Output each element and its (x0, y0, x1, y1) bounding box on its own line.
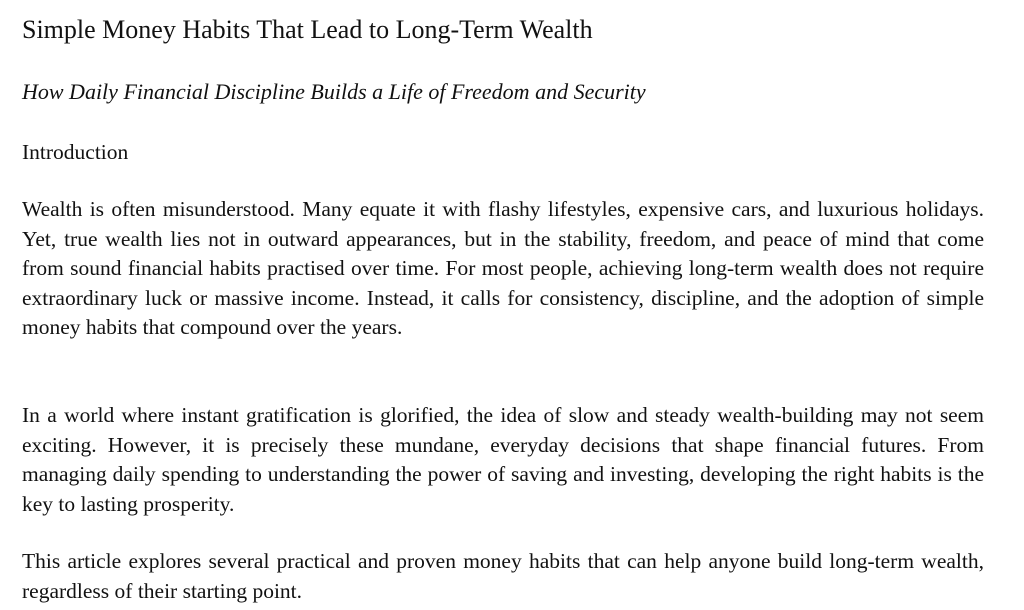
section-heading-introduction: Introduction (22, 140, 129, 164)
paragraph-1: Wealth is often misunderstood. Many equate it with flashy lifestyles, expensive cars, and luxurious holidays. Yet, true wealth lies not in outward appearances, but in the stability, freedom, and peace of mind that come from sound financial habits practised over time. For most people, achieving long-term wealth does not require extraordinary luck or massive income. Instead, it calls for consistency, discipline, and the adoption of simple money habits that compound over the years. (22, 197, 984, 340)
paragraph-3: This article explores several practical and proven money habits that can help anyone build long-term wealth, regardless of their starting point. (22, 549, 984, 603)
document-title: Simple Money Habits That Lead to Long-Term Wealth (22, 15, 593, 44)
document-subtitle: How Daily Financial Discipline Builds a Life of Freedom and Security (22, 79, 646, 104)
paragraph-2: In a world where instant gratification is glorified, the idea of slow and steady wealth-building may not seem exciting. However, it is precisely these mundane, everyday decisions that shape financial futures. From managing daily spending to understanding the power of saving and investing, developing the right habits is the key to lasting prosperity. (22, 403, 984, 516)
